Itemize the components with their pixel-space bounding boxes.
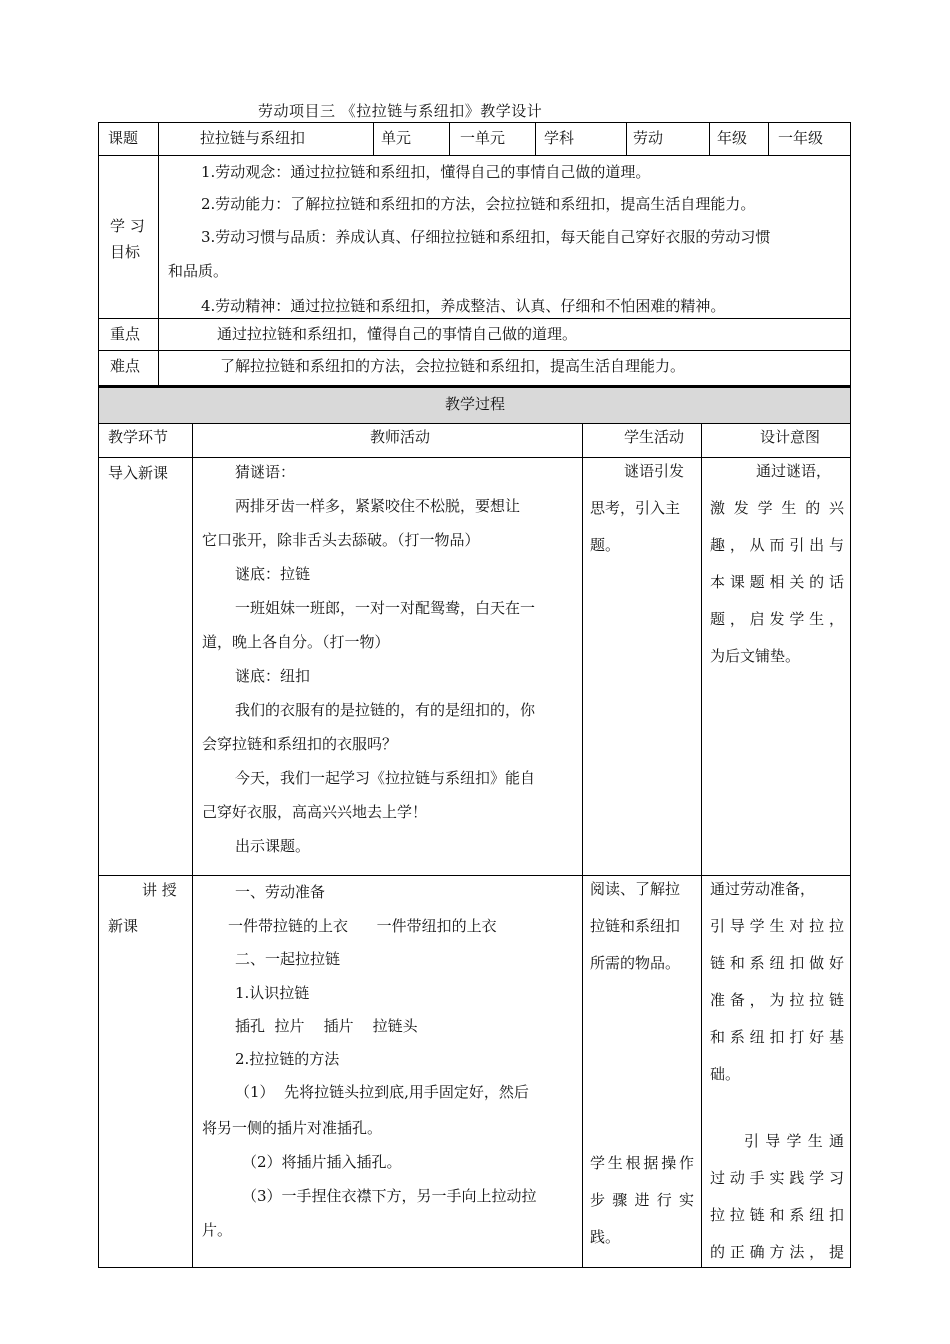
teacher-line: （3）一手捏住衣襟下方，另一手向上拉动拉 (242, 1187, 537, 1205)
topic-label: 课题 (108, 129, 139, 147)
col-divider (449, 122, 450, 156)
intent-line: 激发学生的兴 (710, 499, 844, 517)
intent-line: 引导学生通 (744, 1132, 844, 1150)
new-lesson-student-activity-b (590, 1145, 694, 1256)
student-line: 践。 (590, 1228, 621, 1246)
teacher-line: 将另一侧的插片对准插孔。 (202, 1119, 383, 1137)
objective-line: 4.劳动精神：通过拉拉链和系纽扣，养成整洁、认真、仔细和不怕困难的精神。 (201, 297, 726, 315)
teacher-line: 2.拉拉链的方法 (235, 1050, 340, 1068)
teacher-line: 出示课题。 (235, 837, 311, 855)
student-line: 步骤进行实 (590, 1191, 694, 1209)
intent-line: 链和系纽扣做好 (710, 954, 844, 972)
student-line: 题。 (590, 536, 621, 554)
teacher-line: 谜底：纽扣 (235, 667, 311, 685)
teacher-line: 会穿拉链和系纽扣的衣服吗？ (202, 735, 398, 753)
teacher-line: 猜谜语： (235, 463, 296, 481)
new-lesson-design-intent-b (710, 1123, 844, 1271)
objectives-label-1: 学 习 (110, 217, 145, 235)
objective-line: 3.劳动习惯与品质：养成认真、仔细拉拉链和系纽扣，每天能自己穿好衣服的劳动习惯 (201, 228, 771, 246)
row-divider (98, 155, 851, 156)
objectives-label-2: 目标 (110, 243, 141, 261)
teacher-line: 它口张开，除非舌头去舔破。（打一物品） (202, 531, 480, 549)
col-divider (535, 122, 536, 156)
intent-line: 和系纽扣打好基 (710, 1028, 844, 1046)
col-divider (373, 122, 374, 156)
teacher-line: 一件带拉链的上衣 一件带纽扣的上衣 (228, 917, 497, 935)
col-divider (626, 122, 627, 156)
teacher-line: 道，晚上各自分。（打一物） (202, 633, 390, 651)
intent-line: 础。 (710, 1065, 741, 1083)
intent-line: 题，启发学生， (710, 610, 844, 628)
difficulty-label: 难点 (110, 357, 141, 375)
document-title: 劳动项目三 《拉拉链与系纽扣》教学设计 (258, 102, 543, 120)
row-divider (98, 350, 851, 351)
unit-label: 单元 (381, 129, 412, 147)
teacher-line: 谜底：拉链 (235, 565, 311, 583)
new-lesson-teacher-activity (202, 876, 577, 1248)
objective-line: 2.劳动能力：了解拉拉链和系纽扣的方法，会拉拉链和系纽扣，提高生活自理能力。 (201, 195, 756, 213)
topic-value: 拉拉链与系纽扣 (200, 129, 306, 147)
teacher-line: （2）将插片插入插孔。 (242, 1153, 402, 1171)
intent-line: 过动手实践学习 (710, 1169, 844, 1187)
teacher-line: 己穿好衣服，高高兴兴地去上学！ (202, 803, 428, 821)
student-line: 拉链和系纽扣 (590, 917, 681, 935)
difficulty-text: 了解拉拉链和系纽扣的方法，会拉拉链和系纽扣，提高生活自理能力。 (220, 357, 686, 375)
intro-student-activity (590, 453, 694, 564)
intent-line: 准备，为拉拉链 (710, 991, 844, 1009)
col-divider (192, 423, 193, 1268)
intent-line: 为后文铺垫。 (710, 647, 801, 665)
intent-line: 本课题相关的话 (710, 573, 844, 591)
key-point-label: 重点 (110, 325, 141, 343)
student-line: 阅读、了解拉 (590, 880, 681, 898)
intent-line: 引导学生对拉拉 (710, 917, 844, 935)
stage-intro: 导入新课 (108, 464, 169, 482)
teacher-line: 今天，我们一起学习《拉拉链与系纽扣》能自 (235, 769, 536, 787)
col-header-intent: 设计意图 (760, 428, 821, 446)
col-header-teacher: 教师活动 (370, 428, 431, 446)
teacher-line: （1） 先将拉链头拉到底,用手固定好，然后 (235, 1083, 529, 1101)
student-line: 谜语引发 (624, 462, 685, 480)
subject-value: 劳动 (633, 129, 664, 147)
grade-label: 年级 (717, 129, 748, 147)
col-divider (701, 423, 702, 1268)
intro-teacher-activity (202, 455, 577, 863)
stage-new-lesson-2: 新课 (108, 917, 139, 935)
intent-line: 拉拉链和系纽扣 (710, 1206, 844, 1224)
subject-label: 学科 (544, 129, 575, 147)
teacher-line: 1.认识拉链 (235, 984, 310, 1002)
col-header-stage: 教学环节 (108, 428, 169, 446)
objective-line: 1.劳动观念：通过拉拉链和系纽扣，懂得自己的事情自己做的道理。 (201, 163, 651, 181)
intent-line: 的正确方法，提 (710, 1243, 844, 1261)
col-header-student: 学生活动 (624, 428, 685, 446)
unit-value: 一单元 (460, 129, 506, 147)
col-divider (768, 122, 769, 156)
col-divider (582, 423, 583, 1268)
key-point-text: 通过拉拉链和系纽扣，懂得自己的事情自己做的道理。 (217, 325, 578, 343)
process-header: 教学过程 (444, 395, 505, 413)
teacher-line: 二、一起拉拉链 (235, 950, 341, 968)
teacher-line: 两排牙齿一样多，紧紧咬住不松脱，要想让 (235, 497, 521, 515)
objective-line: 和品质。 (168, 262, 229, 280)
new-lesson-student-activity-a (590, 871, 696, 982)
grade-value: 一年级 (778, 129, 824, 147)
teacher-line: 我们的衣服有的是拉链的，有的是纽扣的，你 (235, 701, 536, 719)
intent-line: 通过谜语， (756, 462, 832, 480)
col-divider (709, 122, 710, 156)
stage-new-lesson-1: 讲 授 (142, 881, 177, 899)
student-line: 学生根据操作 (590, 1154, 694, 1172)
intent-line: 趣，从而引出与 (710, 536, 844, 554)
intent-line: 通过劳动准备， (710, 880, 816, 898)
student-line: 思考，引入主 (590, 499, 681, 517)
student-line: 所需的物品。 (590, 954, 681, 972)
teacher-line: 插孔 拉片 插片 拉链头 (235, 1017, 418, 1035)
new-lesson-design-intent-a (710, 871, 844, 1093)
intro-design-intent (710, 453, 844, 675)
teacher-line: 一、劳动准备 (235, 883, 326, 901)
row-divider (98, 318, 851, 319)
teacher-line: 一班姐妹一班郎，一对一对配鸳鸯，白天在一 (235, 599, 536, 617)
col-divider (158, 122, 159, 386)
teacher-line: 片。 (202, 1221, 233, 1239)
